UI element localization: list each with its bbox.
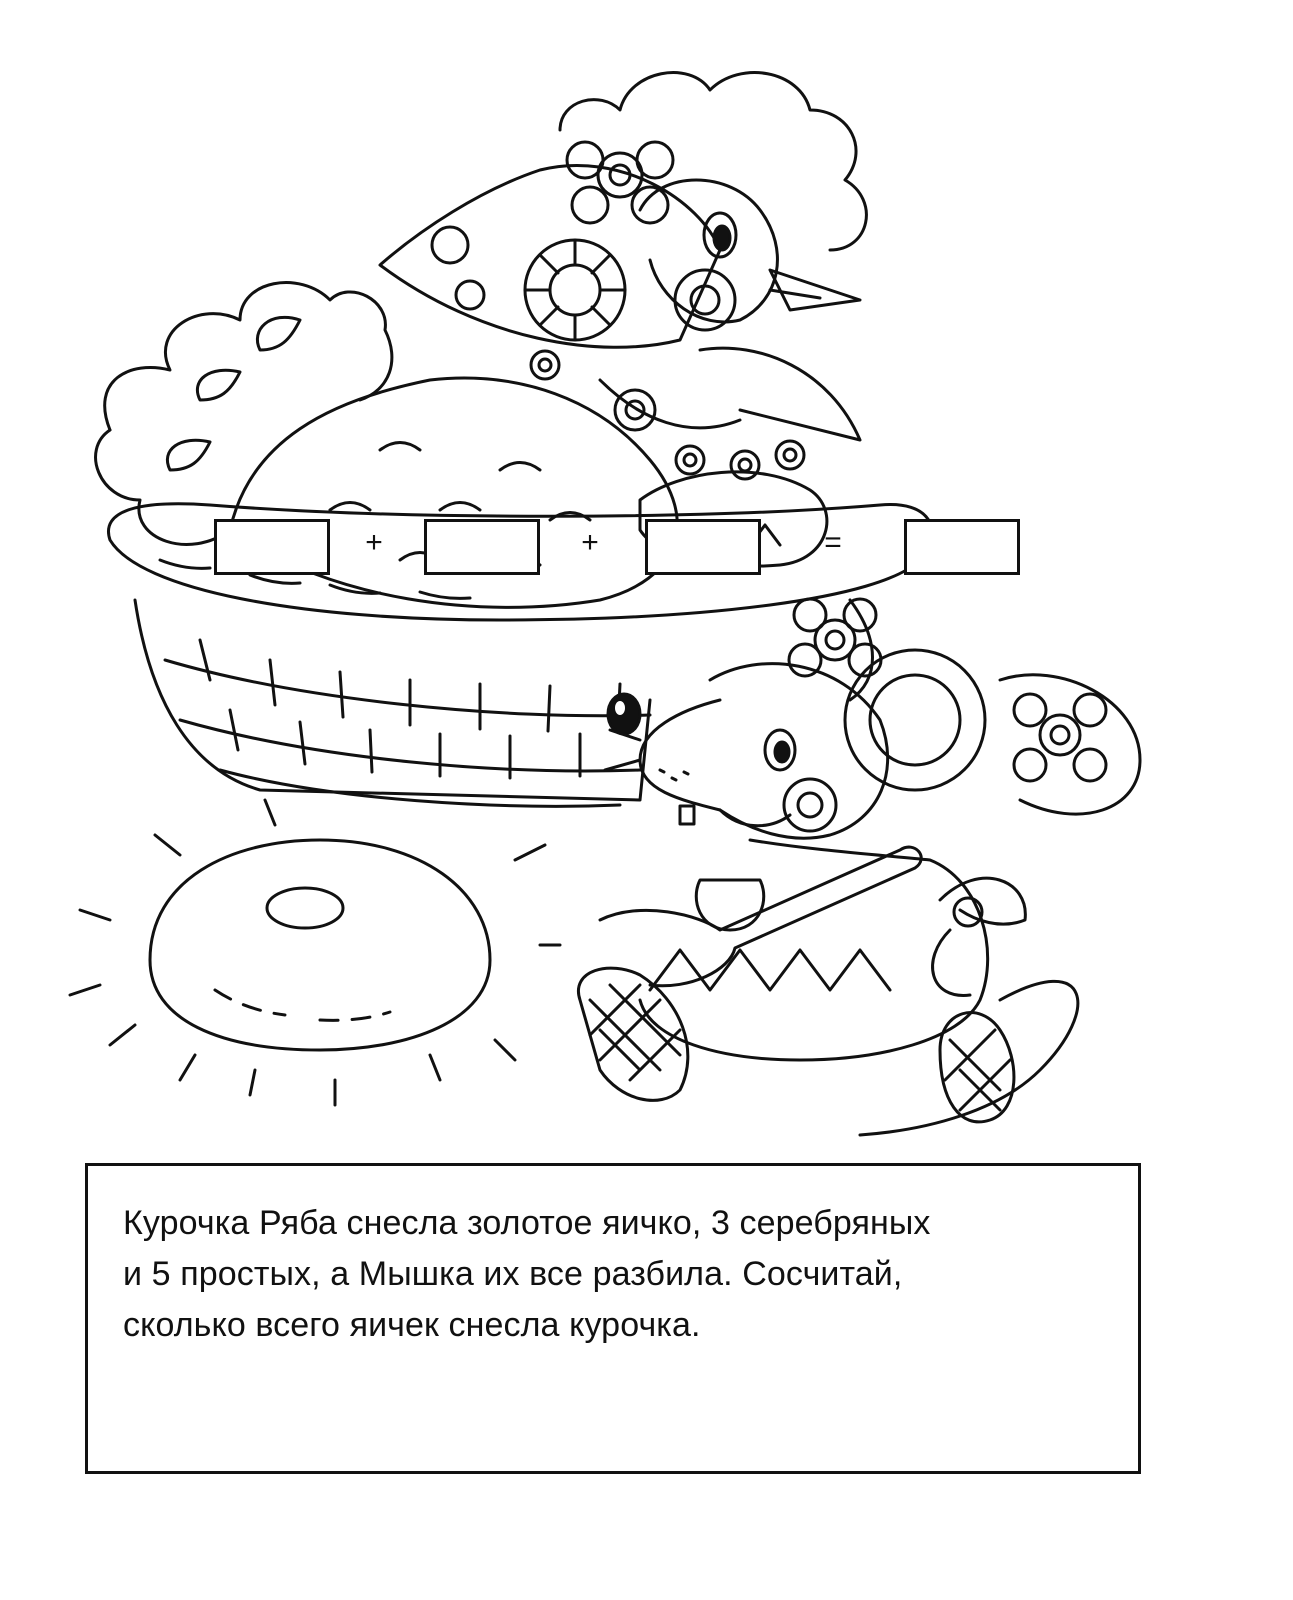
answer-box-golden[interactable]: [214, 519, 330, 575]
plus-sign: +: [365, 526, 383, 559]
answer-box-silver[interactable]: [424, 519, 540, 575]
task-line: и 5 простых, а Мышка их все разбила. Сосчитай,: [123, 1255, 903, 1293]
plus-sign: +: [581, 526, 599, 559]
equals-sign: =: [824, 526, 842, 559]
task-line: Курочка Ряба снесла золотое яичко, 3 серебряных: [123, 1204, 931, 1242]
answer-box-plain[interactable]: [645, 519, 761, 575]
answer-box-total[interactable]: [904, 519, 1020, 575]
task-line: сколько всего яичек снесла курочка.: [123, 1306, 701, 1344]
